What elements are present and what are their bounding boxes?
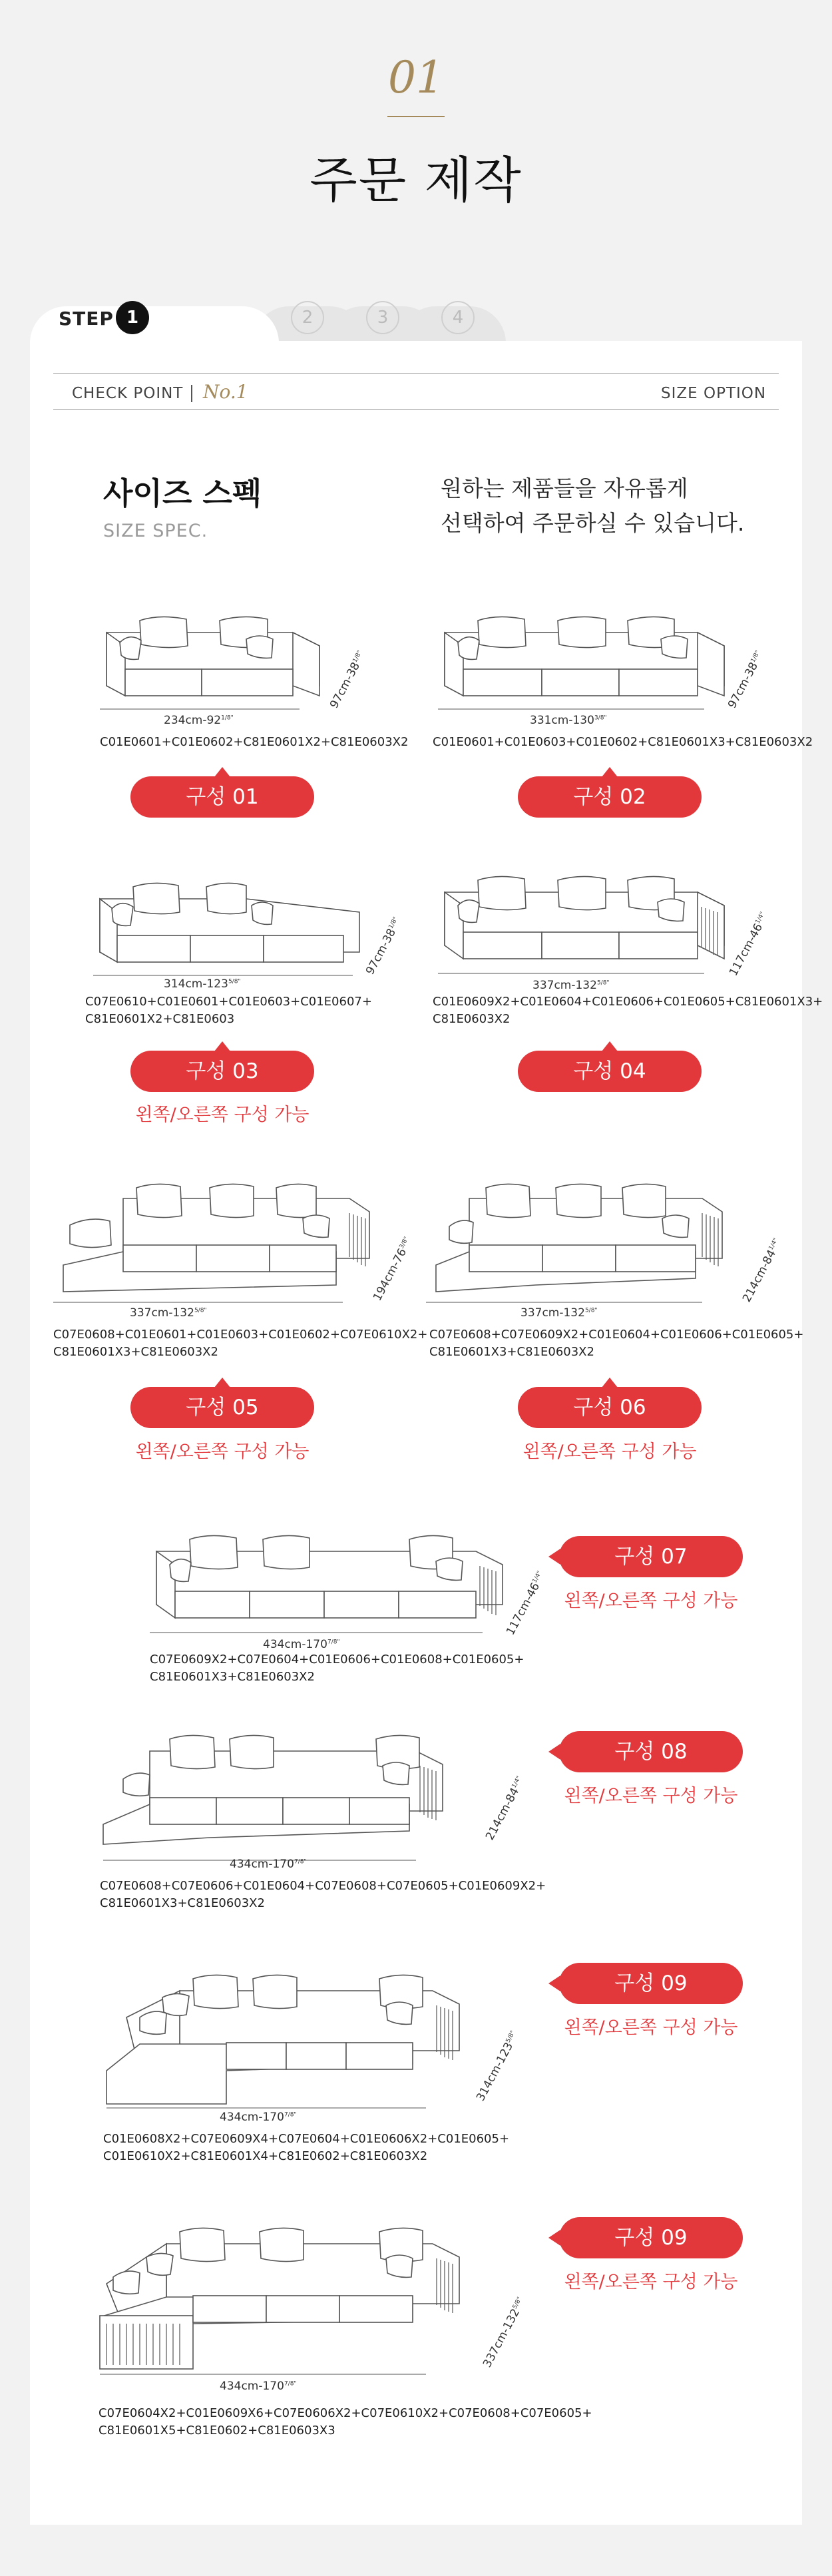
sofa-illustration-2: [431, 606, 737, 712]
config-code-4: C01E0609X2+C01E0604+C01E0606+C01E0605+C81E0601X3+ C81E0603X2: [433, 995, 823, 1026]
width-value: 434cm-170: [220, 2380, 284, 2393]
width-value: 434cm-170: [230, 1858, 294, 1871]
width-dimension-9: [220, 2111, 297, 2124]
width-value: 234cm-92: [164, 714, 222, 727]
width-dimension-1: [164, 714, 234, 727]
width-fraction: 5/8": [194, 1307, 207, 1314]
depth-value: 97cm-38: [726, 660, 761, 711]
config-code-2: C01E0601+C01E0603+C01E0602+C81E0601X3+C81E0603X2: [433, 735, 813, 749]
config-badge-3[interactable]: [130, 1051, 314, 1092]
sofa-illustration-5: [50, 1178, 383, 1305]
config-note-9: 왼쪽/오른쪽 구성 가능: [564, 2017, 738, 2038]
width-fraction: 7/8": [327, 1639, 340, 1646]
width-value: 434cm-170: [220, 2111, 284, 2124]
width-fraction: 5/8": [584, 1307, 598, 1314]
config-badge-5[interactable]: [130, 1387, 314, 1428]
config-code-8: C07E0608+C07E0606+C01E0604+C07E0608+C07E0605+C01E0609X2+ C81E0601X3+C81E0603X2: [100, 1879, 546, 1910]
width-value: 337cm-132: [130, 1306, 194, 1320]
sofa-illustration-4: [431, 866, 737, 979]
badge-pointer: [214, 1378, 230, 1388]
width-dimension-6: [520, 1306, 598, 1320]
badge-pointer: [602, 1378, 618, 1388]
badge-pointer: [214, 1041, 230, 1051]
sofa-illustration-8: [97, 1724, 456, 1864]
config-note-8: 왼쪽/오른쪽 구성 가능: [564, 1786, 738, 1806]
width-dimension-4: [532, 979, 610, 992]
config-label: 구성 03: [186, 1059, 259, 1083]
width-fraction: 3/8": [594, 714, 607, 722]
width-dimension-2: [530, 714, 607, 727]
config-label: 구성 07: [614, 1545, 688, 1569]
config-label: 구성 06: [573, 1396, 646, 1419]
config-code-3: C07E0610+C01E0601+C01E0603+C01E0607+ C81E0601X2+C81E0603: [85, 995, 372, 1026]
width-fraction: 5/8": [228, 978, 241, 985]
config-note-5: 왼쪽/오른쪽 구성 가능: [135, 1441, 310, 1462]
width-dimension-10: [220, 2380, 297, 2393]
config-code-7: C07E0609X2+C07E0604+C01E0606+C01E0608+C01E0605+ C81E0601X3+C81E0603X2: [150, 1653, 524, 1684]
config-label: 구성 01: [186, 785, 259, 809]
depth-value: 214cm-84: [483, 1785, 522, 1843]
width-dimension-8: [230, 1858, 307, 1871]
checkpoint-option: SIZE OPTION: [661, 385, 767, 402]
spec-description-line-1: 원하는 제품들을 자유롭게: [441, 475, 688, 501]
depth-fraction: 1/4": [511, 1775, 523, 1790]
step-3-indicator[interactable]: 3: [366, 301, 399, 334]
step-1-indicator[interactable]: 1: [116, 301, 149, 334]
config-note-3: 왼쪽/오른쪽 구성 가능: [135, 1105, 310, 1125]
spec-subtitle: SIZE SPEC.: [103, 521, 208, 541]
badge-pointer: [214, 767, 230, 777]
badge-pointer: [548, 1744, 560, 1760]
config-badge-6[interactable]: [518, 1387, 702, 1428]
badge-pointer: [548, 1549, 560, 1565]
sofa-illustration-6: [423, 1178, 755, 1305]
step-label: STEP: [59, 308, 114, 330]
section-divider: [387, 116, 445, 117]
width-fraction: 7/8": [284, 2380, 297, 2388]
config-badge-10[interactable]: [559, 2217, 743, 2258]
depth-value: 214cm-84: [740, 1247, 779, 1305]
checkpoint-top-line: [53, 373, 779, 374]
sofa-illustration-7: [143, 1525, 516, 1638]
depth-fraction: 1/4": [767, 1237, 780, 1252]
badge-pointer: [602, 767, 618, 777]
section-number: 01: [388, 52, 444, 103]
depth-value: 337cm-132: [481, 2306, 523, 2370]
checkpoint-number: No.1: [203, 381, 248, 403]
spec-title: 사이즈 스펙: [103, 475, 262, 511]
config-code-5: C07E0608+C01E0601+C01E0603+C01E0602+C07E0610X2+ C81E0601X3+C81E0603X2: [53, 1328, 428, 1359]
width-dimension-5: [130, 1306, 207, 1320]
depth-fraction: 1/8": [387, 915, 400, 930]
config-label: 구성 09: [614, 2226, 688, 2250]
config-badge-4[interactable]: [518, 1051, 702, 1092]
width-fraction: 7/8": [294, 1858, 307, 1866]
depth-value: 97cm-38: [327, 660, 363, 711]
depth-value: 97cm-38: [363, 926, 399, 977]
depth-value: 314cm-123: [474, 2040, 517, 2104]
checkpoint-label: CHECK POINT: [72, 385, 184, 402]
spec-description-line-2: 선택하여 주문하실 수 있습니다.: [441, 510, 745, 536]
depth-value: 194cm-76: [371, 1246, 410, 1304]
step-4-indicator[interactable]: 4: [441, 301, 475, 334]
sofa-illustration-1: [93, 606, 333, 712]
depth-fraction: 1/4": [754, 911, 767, 925]
badge-pointer: [602, 1041, 618, 1051]
width-fraction: 1/8": [221, 714, 234, 722]
depth-value: 117cm-46: [504, 1580, 543, 1638]
depth-value: 117cm-46: [727, 921, 766, 979]
config-badge-1[interactable]: [130, 776, 314, 818]
depth-fraction: 1/8": [749, 649, 762, 664]
config-badge-8[interactable]: [559, 1731, 743, 1772]
sofa-illustration-9: [100, 1964, 473, 2111]
sofa-illustration-3: [80, 872, 373, 979]
config-badge-7[interactable]: [559, 1536, 743, 1577]
config-note-10: 왼쪽/오른쪽 구성 가능: [564, 2272, 738, 2292]
config-label: 구성 04: [573, 1059, 646, 1083]
config-note-6: 왼쪽/오른쪽 구성 가능: [522, 1441, 697, 1462]
width-value: 434cm-170: [263, 1638, 327, 1651]
width-dimension-3: [164, 977, 241, 991]
config-code-1: C01E0601+C01E0602+C81E0601X2+C81E0603X2: [100, 735, 409, 749]
depth-fraction: 1/8": [351, 649, 364, 664]
width-value: 337cm-132: [520, 1306, 585, 1320]
config-badge-9[interactable]: [559, 1963, 743, 2004]
config-label: 구성 02: [573, 785, 646, 809]
checkpoint-separator: [191, 385, 192, 402]
depth-fraction: 1/4": [531, 1570, 544, 1585]
depth-fraction: 5/8": [505, 2029, 517, 2044]
badge-pointer: [548, 1975, 560, 1991]
depth-fraction: 3/8": [398, 1236, 411, 1250]
badge-pointer: [548, 2230, 560, 2246]
config-label: 구성 08: [614, 1740, 688, 1764]
width-value: 331cm-130: [530, 714, 594, 727]
spec-description: [441, 471, 744, 541]
config-note-7: 왼쪽/오른쪽 구성 가능: [564, 1591, 738, 1611]
checkpoint-bottom-line: [53, 409, 779, 410]
width-dimension-7: [263, 1638, 340, 1651]
config-label: 구성 05: [186, 1396, 259, 1419]
depth-fraction: 5/8": [511, 2296, 524, 2310]
width-value: 314cm-123: [164, 977, 228, 991]
config-code-9: C01E0608X2+C07E0609X4+C07E0604+C01E0606X2+C01E0605+ C01E0610X2+C81E0601X4+C81E0602+C81E0603X2: [103, 2132, 510, 2163]
config-code-10: C07E0604X2+C01E0609X6+C07E0606X2+C07E0610X2+C07E0608+C07E0605+ C81E0601X5+C81E0602+C81E0603X3: [99, 2406, 592, 2438]
config-badge-2[interactable]: [518, 776, 702, 818]
step-2-indicator[interactable]: 2: [291, 301, 324, 334]
config-code-6: C07E0608+C07E0609X2+C01E0604+C01E0606+C01E0605+ C81E0601X3+C81E0603X2: [429, 1328, 804, 1359]
sofa-illustration-10: [93, 2217, 473, 2377]
width-fraction: 5/8": [596, 979, 610, 987]
config-label: 구성 09: [614, 1971, 688, 1995]
page-title: 주문 제작: [310, 152, 522, 209]
width-fraction: 7/8": [284, 2111, 297, 2119]
width-value: 337cm-132: [532, 979, 597, 992]
